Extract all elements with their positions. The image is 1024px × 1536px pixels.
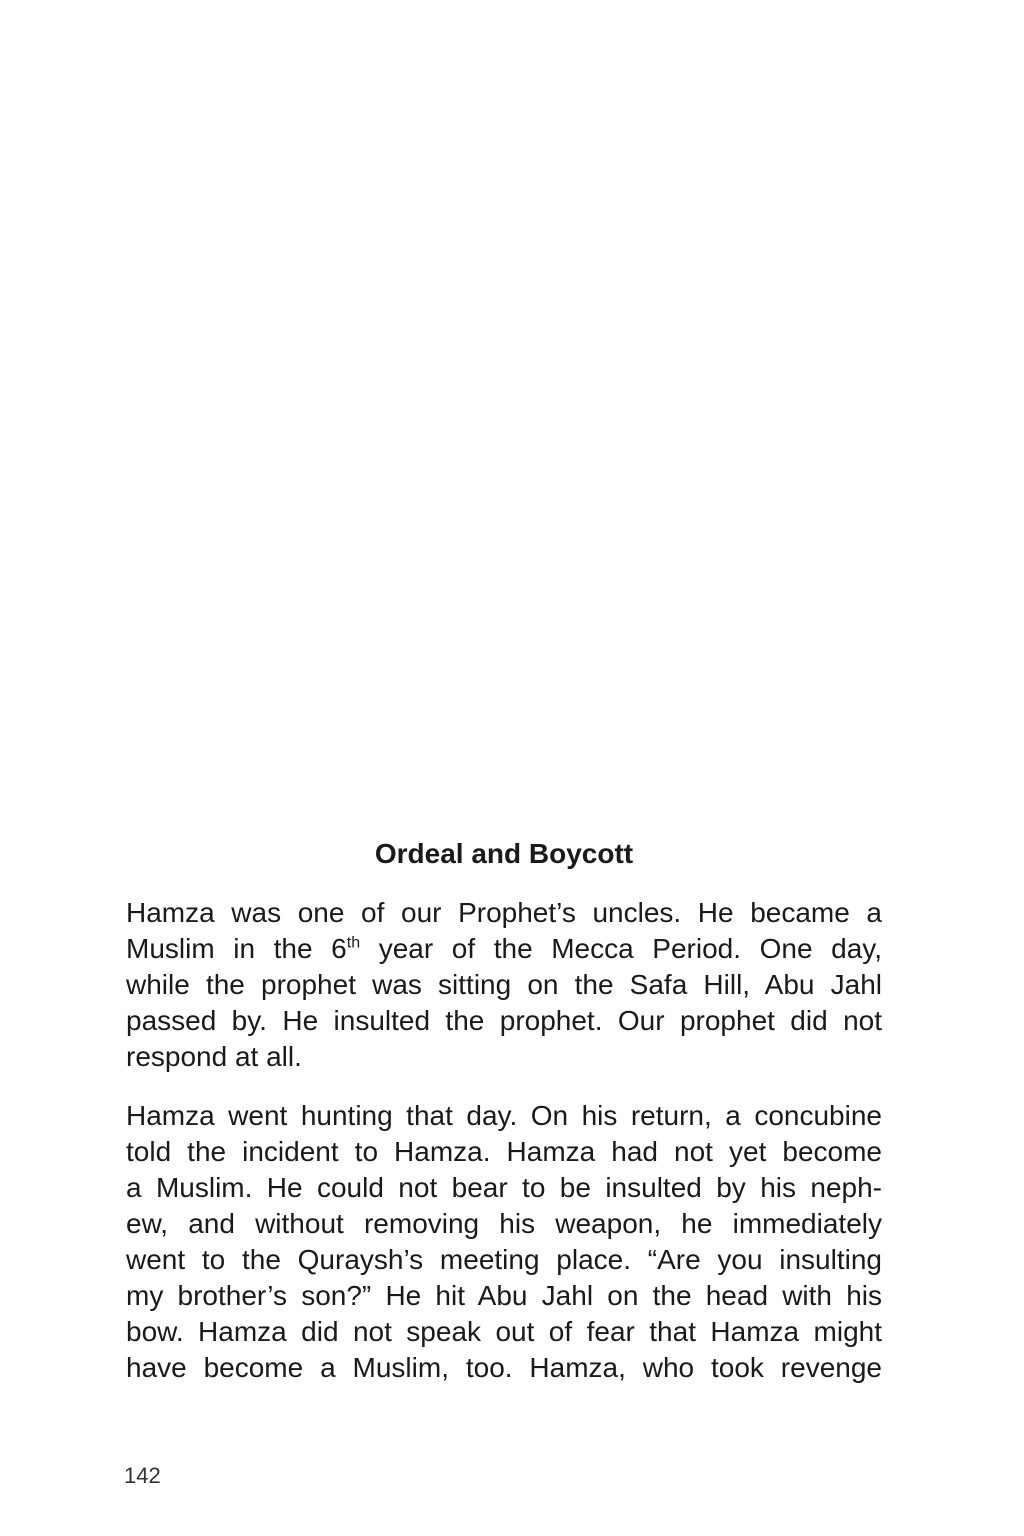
paragraph-line: bow. Hamza did not speak out of fear that Hamza might — [126, 1316, 882, 1347]
paragraph-2 — [126, 1098, 882, 1386]
line-text: year of the Mecca Period. One day, — [360, 933, 882, 964]
paragraph-line: while the prophet was sitting on the Safa Hill, Abu Jahl — [126, 969, 882, 1000]
paragraph-line: respond at all. — [126, 1041, 302, 1072]
ordinal-suffix: th — [346, 934, 361, 952]
section-title: Ordeal and Boycott — [374, 838, 634, 869]
paragraph-line: ew, and without removing his weapon, he immediately — [126, 1208, 882, 1239]
paragraph-line: passed by. He insulted the prophet. Our prophet did not — [126, 1005, 882, 1036]
paragraph-line: have become a Muslim, too. Hamza, who took revenge — [126, 1352, 882, 1383]
page-number: 142 — [124, 1463, 161, 1488]
paragraph-line: told the incident to Hamza. Hamza had not yet become — [126, 1136, 882, 1167]
paragraph-line — [126, 931, 882, 967]
paragraph-line: went to the Quraysh’s meeting place. “Are you insulting — [126, 1244, 882, 1275]
paragraph-line: a Muslim. He could not bear to be insulted by his neph- — [126, 1172, 882, 1203]
line-text: Muslim in the 6 — [126, 933, 347, 964]
paragraph-line: Hamza went hunting that day. On his return, a concubine — [126, 1100, 882, 1131]
paragraph-1 — [126, 895, 882, 1075]
paragraph-line: Hamza was one of our Prophet’s uncles. He became a — [126, 897, 882, 928]
paragraph-line: my brother’s son?” He hit Abu Jahl on the head with his — [126, 1280, 882, 1311]
